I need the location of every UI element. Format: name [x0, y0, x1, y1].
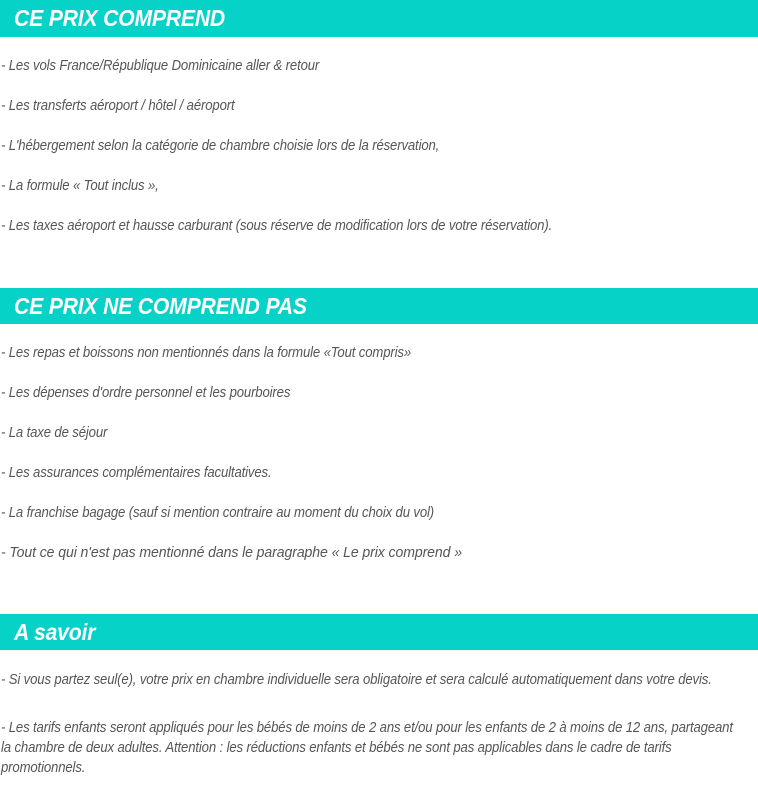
section-header-ce-prix-comprend: [0, 0, 758, 37]
list-item: [0, 543, 479, 563]
section-title: CE PRIX COMPREND: [14, 5, 226, 31]
list-item-text: - L'hébergement selon la catégorie de chambre choisie lors de la réservation,: [1, 138, 440, 154]
list-item: [0, 463, 302, 483]
section-header-a-savoir: [0, 614, 758, 650]
list-item-text: - Si vous partez seul(e), votre prix en chambre individuelle sera obligatoire et sera calculé automatiquement dans votre devis.: [1, 672, 712, 688]
list-item: [0, 343, 457, 363]
list-item: [0, 176, 176, 196]
list-item-text: - Les vols France/République Dominicaine aller & retour: [1, 58, 320, 74]
list-item-text: - Les assurances complémentaires facultatives.: [1, 465, 272, 481]
list-item: [0, 136, 488, 156]
list-item: [0, 216, 613, 236]
list-item: [0, 423, 119, 443]
list-item-text: - La franchise bagage (sauf si mention contraire au moment du choix du vol): [1, 505, 435, 521]
list-item-text: - La taxe de séjour: [1, 425, 108, 441]
list-item: [0, 670, 758, 690]
list-item-text: - Les dépenses d'ordre personnel et les pourboires: [1, 385, 291, 401]
section-header-ce-prix-ne-comprend-pas: [0, 288, 758, 324]
list-item: [0, 718, 758, 778]
list-item-text: - La formule « Tout inclus »,: [1, 178, 159, 194]
section-title: CE PRIX NE COMPREND PAS: [14, 292, 307, 319]
section-title: A savoir: [14, 618, 96, 645]
list-item-text: - Les repas et boissons non mentionnés dans la formule «Tout compris»: [1, 345, 412, 361]
list-item-text: - Tout ce qui n'est pas mentionné dans le paragraphe « Le prix comprend »: [1, 545, 462, 561]
list-item-text: - Les taxes aéroport et hausse carburant (sous réserve de modification lors de votre réservation).: [1, 218, 553, 234]
list-item-text: - Les tarifs enfants seront appliqués pour les bébés de moins de 2 ans et/ou pour les enfants de 2 à moins de 12 ans, partageant la chambre de deux adultes. Attention : les réductions enfants et bébés ne sont pas applicables dans le cadre de tarifs promotionnels.: [1, 720, 733, 776]
list-item: [0, 96, 260, 116]
list-item-text: - Les transferts aéroport / hôtel / aéroport: [1, 98, 235, 114]
list-item: [0, 503, 482, 523]
list-item: [0, 56, 355, 76]
list-item: [0, 383, 322, 403]
